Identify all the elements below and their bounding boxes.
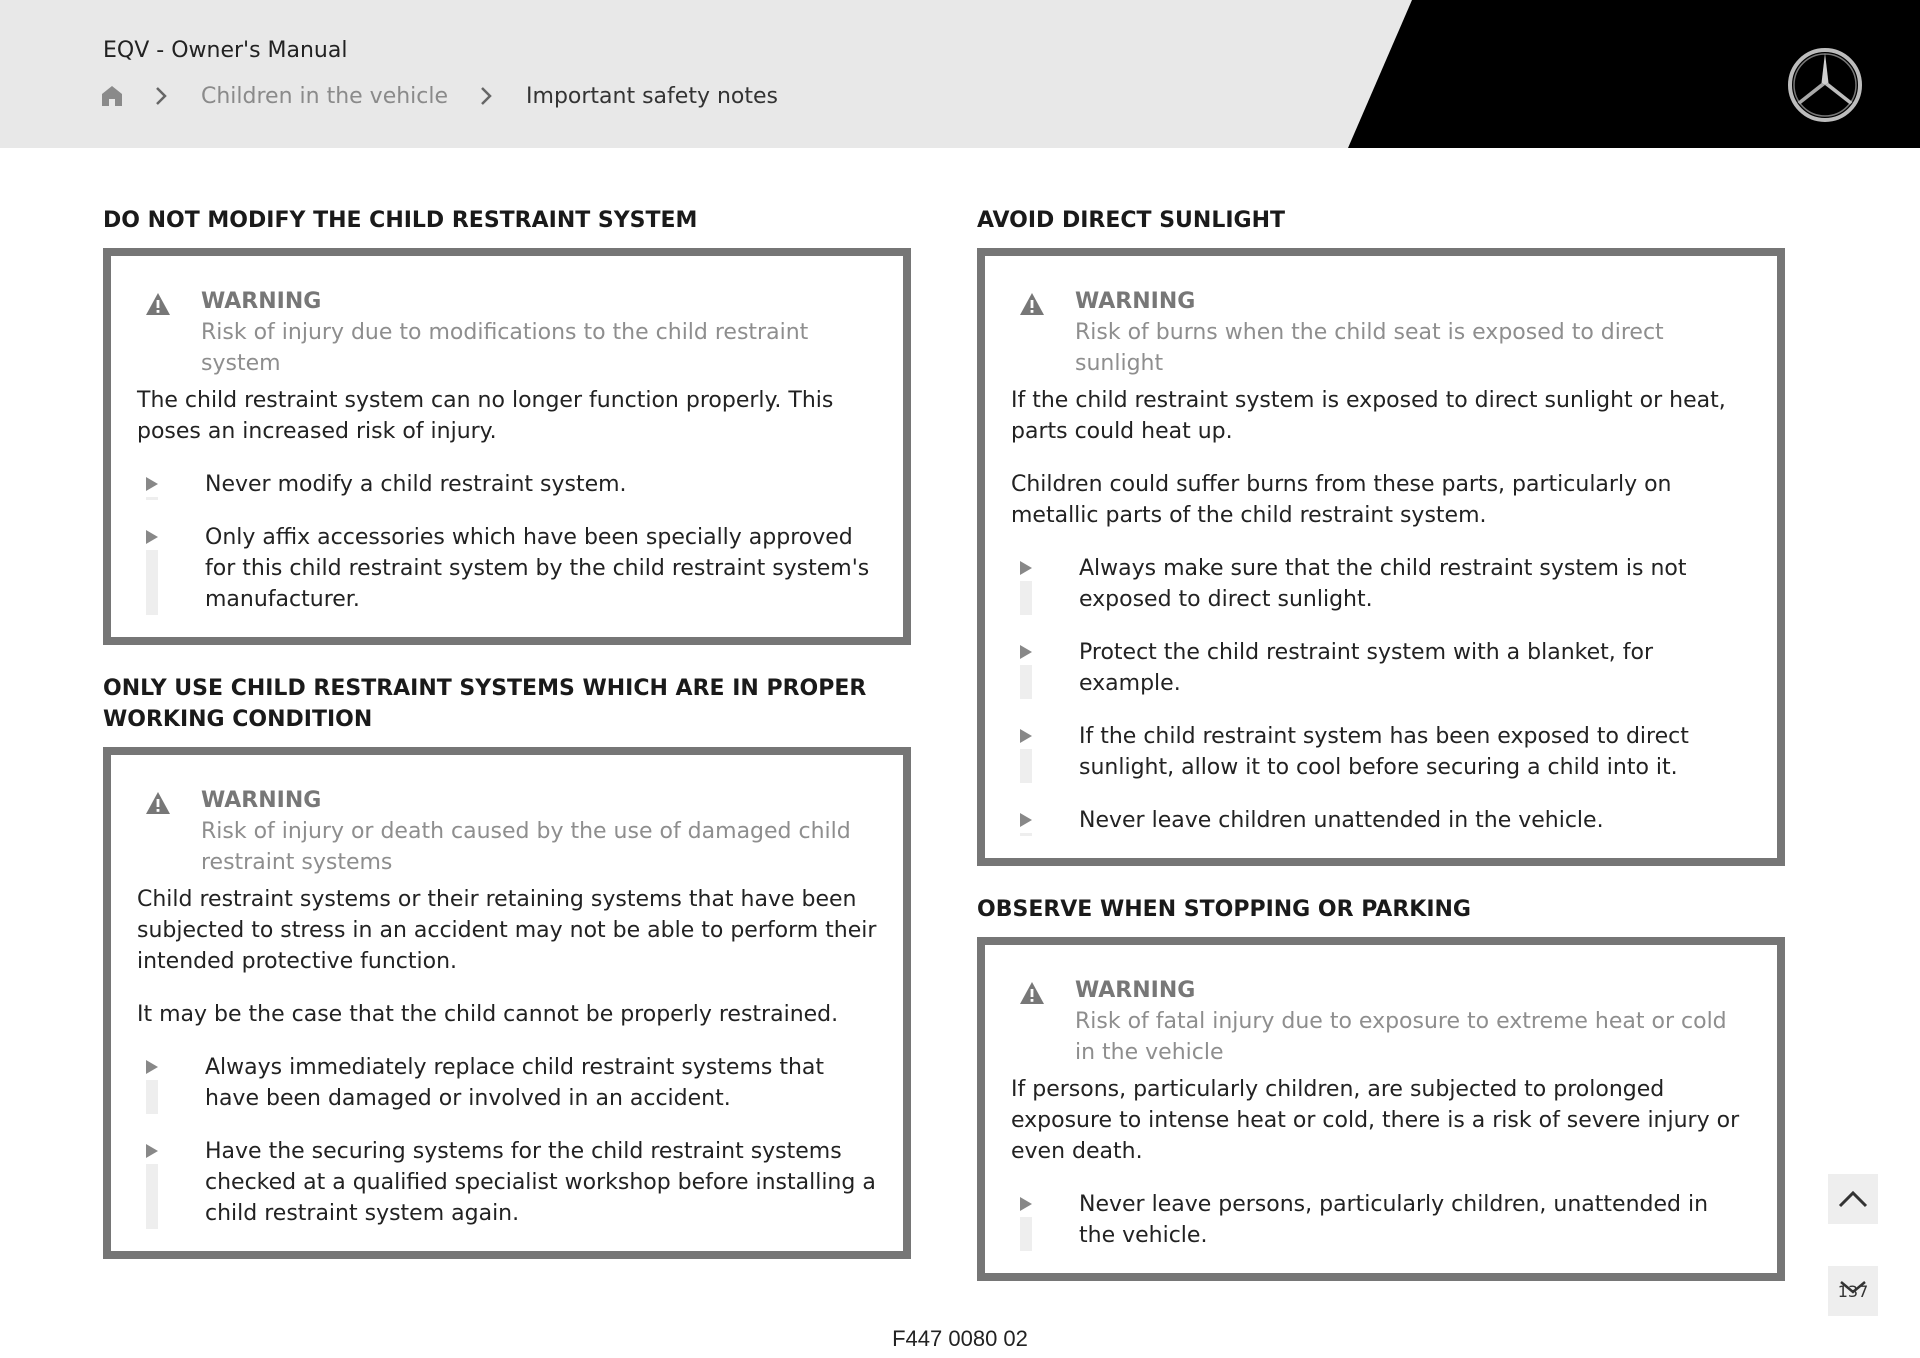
breadcrumb: [101, 80, 778, 112]
step-arrow-icon: [1019, 553, 1033, 615]
warning-body: The child restraint system can no longer function properly. This poses an increased risk of injury.: [137, 388, 834, 444]
warning-label: WARNING: [201, 788, 322, 813]
step-text: Always make sure that the child restraint system is not exposed to direct sunlight.: [1079, 556, 1687, 612]
chevron-right-icon: [476, 85, 496, 107]
chevron-right-icon: [151, 85, 171, 107]
action-step: [1011, 637, 1751, 699]
warning-label: WARNING: [1075, 978, 1196, 1003]
warning-box: [977, 937, 1785, 1281]
action-step: [1011, 1189, 1751, 1251]
warning-triangle-icon: [145, 790, 171, 816]
action-step: [137, 1052, 877, 1114]
document-code: F447 0080 02: [892, 1326, 1028, 1351]
warning-box: [103, 248, 911, 645]
warning-header: [137, 286, 877, 379]
step-text: Never leave persons, particularly children, unattended in the vehicle.: [1079, 1192, 1709, 1248]
warning-risk: Risk of burns when the child seat is exposed to direct sunlight: [1075, 320, 1664, 376]
section-title: AVOID DIRECT SUNLIGHT: [977, 208, 1286, 233]
section-proper-working-condition: [103, 673, 911, 1259]
section-title: DO NOT MODIFY THE CHILD RESTRAINT SYSTEM: [103, 208, 698, 233]
action-steps: [137, 1052, 877, 1229]
action-step: [1011, 805, 1751, 836]
home-icon[interactable]: [101, 85, 123, 107]
three-pointed-star-logo: [1786, 46, 1864, 124]
action-steps: [1011, 1189, 1751, 1251]
breadcrumb-item-children-in-vehicle[interactable]: Children in the vehicle: [201, 83, 449, 109]
step-arrow-icon: [145, 1136, 159, 1229]
warning-triangle-icon: [1019, 980, 1045, 1006]
action-step: [1011, 553, 1751, 615]
page-header: [0, 0, 1920, 148]
warning-box: [977, 248, 1785, 866]
step-text: Protect the child restraint system with a blanket, for example.: [1079, 640, 1654, 696]
manual-title: EQV - Owner's Manual: [103, 38, 348, 63]
section-avoid-sunlight: [977, 205, 1785, 866]
step-arrow-icon: [145, 469, 159, 500]
step-arrow-icon: [1019, 721, 1033, 783]
scroll-up-button[interactable]: [1828, 1174, 1878, 1224]
warning-body: If persons, particularly children, are subjected to prolonged exposure to intense heat or cold, there is a risk of severe injury or even death.: [1011, 1077, 1740, 1164]
step-arrow-icon: [1019, 805, 1033, 836]
chevron-up-icon: [1828, 1174, 1878, 1224]
warning-body: If the child restraint system is exposed to direct sunlight or heat, parts could heat up.: [1011, 388, 1726, 444]
step-text: If the child restraint system has been exposed to direct sunlight, allow it to cool before securing a child into it.: [1079, 724, 1689, 780]
action-step: [137, 1136, 877, 1229]
step-text: Always immediately replace child restraint systems that have been damaged or involved in an accident.: [205, 1055, 825, 1111]
warning-body: Children could suffer burns from these parts, particularly on metallic parts of the child restraint system.: [1011, 472, 1672, 528]
warning-label: WARNING: [201, 289, 322, 314]
warning-header: [1011, 975, 1751, 1068]
step-text: Only affix accessories which have been specially approved for this child restraint system by the child restraint system's manufacturer.: [205, 525, 870, 612]
warning-triangle-icon: [145, 291, 171, 317]
section-stopping-parking: [977, 894, 1785, 1281]
warning-triangle-icon: [1019, 291, 1045, 317]
action-step: [1011, 721, 1751, 783]
warning-risk: Risk of injury due to modifications to the child restraint system: [201, 320, 809, 376]
action-step: [137, 469, 877, 500]
step-arrow-icon: [1019, 1189, 1033, 1251]
warning-box: [103, 747, 911, 1259]
warning-risk: Risk of injury or death caused by the use of damaged child restraint systems: [201, 819, 851, 875]
warning-label: WARNING: [1075, 289, 1196, 314]
step-text: Never modify a child restraint system.: [205, 472, 627, 497]
right-column: [977, 205, 1785, 1309]
warning-body: Child restraint systems or their retaining systems that have been subjected to stress in an accident may not be able to perform their intended protective function.: [137, 887, 877, 974]
step-arrow-icon: [145, 522, 159, 615]
header-black-panel: [0, 0, 1920, 148]
step-text: Never leave children unattended in the vehicle.: [1079, 808, 1604, 833]
section-title: ONLY USE CHILD RESTRAINT SYSTEMS WHICH ARE IN PROPER WORKING CONDITION: [103, 676, 867, 732]
step-text: Have the securing systems for the child restraint systems checked at a qualified specialist workshop before installing a child restraint system again.: [205, 1139, 876, 1226]
breadcrumb-item-current: Important safety notes: [526, 83, 778, 109]
warning-header: [1011, 286, 1751, 379]
left-column: [103, 205, 911, 1287]
warning-risk: Risk of fatal injury due to exposure to extreme heat or cold in the vehicle: [1075, 1009, 1727, 1065]
section-title: OBSERVE WHEN STOPPING OR PARKING: [977, 897, 1471, 922]
action-step: [137, 522, 877, 615]
warning-body: It may be the case that the child cannot be properly restrained.: [137, 1002, 839, 1027]
action-steps: [137, 469, 877, 615]
step-arrow-icon: [1019, 637, 1033, 699]
section-do-not-modify: [103, 205, 911, 645]
action-steps: [1011, 553, 1751, 836]
step-arrow-icon: [145, 1052, 159, 1114]
page-number: 137: [1837, 1282, 1869, 1301]
warning-header: [137, 785, 877, 878]
